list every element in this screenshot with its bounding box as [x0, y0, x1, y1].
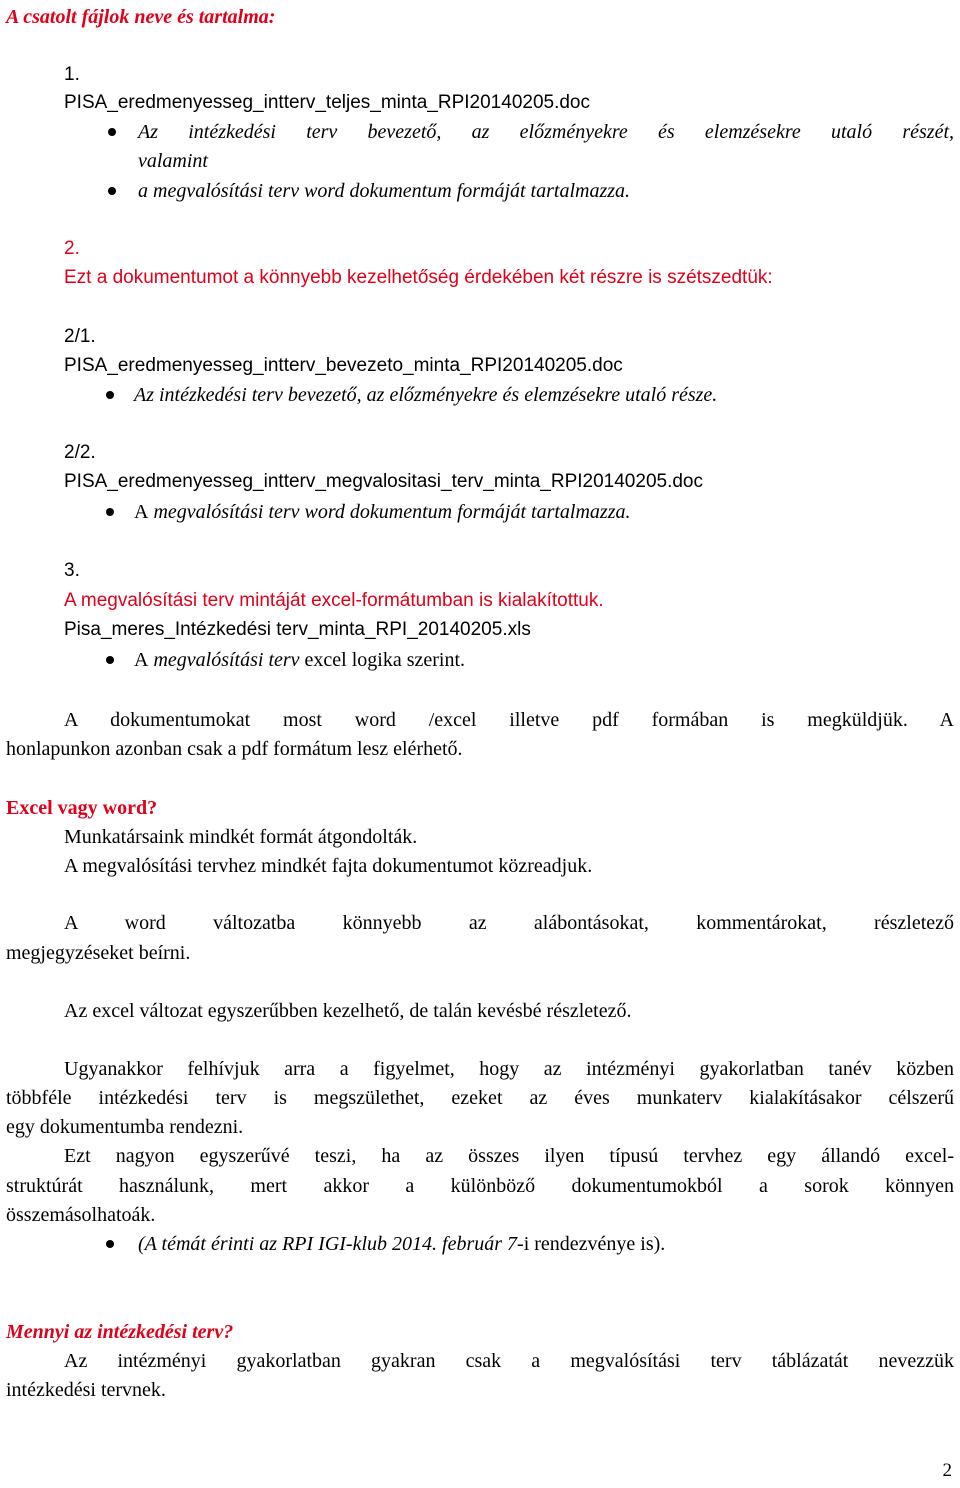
bullet-italic-text: (A témát érinti az RPI IGI-klub 2014. február 7-	[138, 1233, 524, 1255]
bullet-italic-text: megvalósítási terv	[148, 649, 300, 671]
bullet-rest-text: i rendezvénye is).	[523, 1233, 666, 1255]
bullet-icon	[106, 508, 114, 516]
bullet-icon	[108, 128, 116, 136]
excel-word-line1: Munkatársaink mindkét formát átgondolták.	[64, 826, 418, 848]
bullet-icon	[106, 391, 114, 399]
paragraph-easy-line1: Ezt nagyon egyszerűvé teszi, ha az összes ilyen típusú tervhez egy állandó excel-	[64, 1145, 954, 1167]
section-heading-attachments: A csatolt fájlok neve és tartalma:	[6, 6, 276, 28]
page-number: 2	[942, 1460, 952, 1481]
filename-2-2: PISA_eredmenyesseg_intterv_megvalositasi_terv_minta_RPI20140205.doc	[64, 471, 703, 492]
filename-2-1: PISA_eredmenyesseg_intterv_bevezeto_minta_RPI20140205.doc	[64, 355, 623, 376]
bullet-icon	[106, 1240, 114, 1248]
paragraph-formats-line2: honlapunkon azonban csak a pdf formátum lesz elérhető.	[6, 738, 463, 760]
paragraph-easy-line3: összemásolhatoák.	[6, 1204, 156, 1226]
paragraph-formats-line1: A dokumentumokat most word /excel illetve pdf formában is megküldjük. A	[64, 709, 954, 731]
filename-1: PISA_eredmenyesseg_intterv_teljes_minta_RPI20140205.doc	[64, 92, 590, 113]
bullet-prefix: A	[134, 501, 149, 523]
excel-word-line2: A megvalósítási tervhez mindkét fajta dokumentumot közreadjuk.	[64, 855, 593, 877]
bullet-text-1b: a megvalósítási terv word dokumentum formáját tartalmazza.	[138, 180, 631, 202]
bullet-rest-text: excel logika szerint.	[299, 649, 466, 671]
how-many-line2: intézkedési tervnek.	[6, 1379, 166, 1401]
paragraph-attention-line2: többféle intézkedési terv is megszülethet, ezeket az éves munkaterv kialakításakor célszerű	[6, 1087, 954, 1109]
item-number-2-2: 2/2.	[64, 442, 96, 463]
bullet-italic-text: megvalósítási terv word dokumentum formáját tartalmazza.	[148, 501, 631, 523]
item-number-1: 1.	[64, 64, 80, 85]
paragraph-easy-line2: struktúrát használunk, mert akkor a különböző dokumentumokból a sorok könnyen	[6, 1175, 954, 1197]
item-number-2-1: 2/1.	[64, 326, 96, 347]
how-many-line1: Az intézményi gyakorlatban gyakran csak a megvalósítási terv táblázatát nevezzük	[64, 1350, 954, 1372]
bullet-icon	[108, 187, 116, 195]
paragraph-word-line2: megjegyzéseket beírni.	[6, 942, 191, 964]
section-heading-excel-or-word: Excel vagy word?	[6, 797, 158, 819]
bullet-text-2-2	[134, 499, 630, 525]
paragraph-attention-line3: egy dokumentumba rendezni.	[6, 1116, 244, 1138]
filename-3: Pisa_meres_Intézkedési terv_minta_RPI_20140205.xls	[64, 619, 531, 640]
paragraph-attention-line1: Ugyanakkor felhívjuk arra a figyelmet, hogy az intézményi gyakorlatban tanév közben	[64, 1058, 954, 1080]
paragraph-word-line1: A word változatba könnyebb az alábontásokat, kommentárokat, részletező	[64, 912, 954, 934]
bullet-text-2-1: Az intézkedési terv bevezető, az előzményekre és elemzésekre utaló része.	[134, 384, 718, 406]
bullet-icon	[106, 656, 114, 664]
item2-intro: Ezt a dokumentumot a könnyebb kezelhetőség érdekében két részre is szétszedtük:	[64, 267, 773, 288]
bullet-text-igi-klub	[138, 1231, 665, 1257]
item-number-3: 3.	[64, 560, 80, 581]
bullet-text-1a-line2: valamint	[138, 150, 208, 172]
item3-intro: A megvalósítási terv mintáját excel-formátumban is kialakítottuk.	[64, 590, 604, 611]
bullet-text-1a-line1: Az intézkedési terv bevezető, az előzményekre és elemzésekre utaló részét,	[138, 121, 954, 143]
item-number-2: 2.	[64, 238, 80, 259]
paragraph-excel: Az excel változat egyszerűbben kezelhető, de talán kevésbé részletező.	[64, 1000, 632, 1022]
bullet-text-3	[134, 647, 465, 673]
bullet-prefix: A	[134, 649, 149, 671]
section-heading-how-many: Mennyi az intézkedési terv?	[6, 1321, 234, 1343]
